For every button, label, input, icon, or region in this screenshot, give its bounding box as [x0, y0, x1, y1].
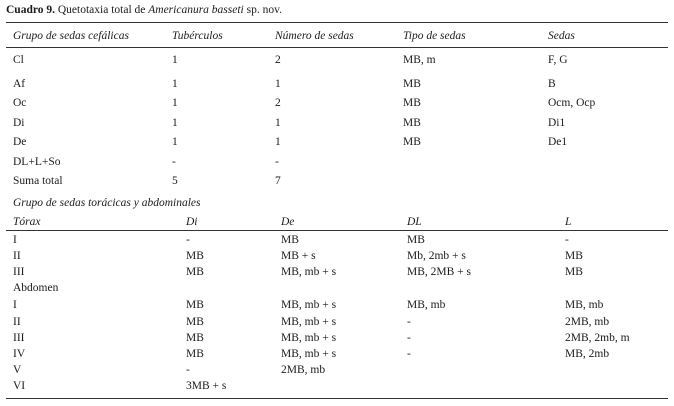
- header-rule: [6, 47, 668, 48]
- top-rule: [6, 22, 668, 23]
- cell-tipo: MB: [403, 117, 421, 129]
- cell-numero: 1: [275, 78, 281, 90]
- cell-de: MB, mb + s: [281, 316, 337, 328]
- cell-segment: I: [13, 299, 17, 311]
- cell-group: Di: [13, 117, 25, 129]
- cell-l: MB, mb: [565, 299, 604, 311]
- header-tuberculos: Tubérculos: [172, 30, 223, 42]
- cell-sedas: Di1: [548, 117, 566, 129]
- cell-di: MB: [186, 316, 204, 328]
- cell-dl: Mb, 2mb + s: [407, 250, 466, 262]
- cell-di: MB: [186, 332, 204, 344]
- cell-tuberculos: 5: [172, 175, 178, 187]
- cell-de: MB: [281, 234, 299, 246]
- cell-di: MB: [186, 250, 204, 262]
- cell-tipo: MB: [403, 97, 421, 109]
- cell-dl: MB: [407, 234, 425, 246]
- cell-group: De: [13, 136, 27, 148]
- cell-di: -: [186, 234, 190, 246]
- section-title: Grupo de sedas torácicas y abdominales: [13, 197, 201, 209]
- caption-species: Americanura basseti: [148, 4, 244, 16]
- cell-di: 3MB + s: [186, 380, 227, 392]
- cell-dl: -: [407, 332, 411, 344]
- cell-l: -: [565, 234, 569, 246]
- cell-dl: MB, mb: [407, 299, 446, 311]
- cell-tipo: MB, m: [403, 54, 436, 66]
- cell-sedas: F, G: [548, 54, 568, 66]
- header-di: Di: [186, 216, 198, 228]
- cell-tuberculos: 1: [172, 97, 178, 109]
- cell-segment: V: [13, 364, 22, 376]
- cell-l: MB, 2mb: [565, 348, 610, 360]
- header-grupo-cefalicas: Grupo de sedas cefálicas: [13, 30, 129, 42]
- caption-text: Quetotaxia total de: [55, 4, 149, 16]
- cell-sedas: B: [548, 78, 556, 90]
- cell-de: MB, mb + s: [281, 348, 337, 360]
- section-header-rule: [6, 230, 668, 231]
- caption-label: Cuadro 9.: [6, 4, 55, 16]
- cell-l: MB: [565, 266, 583, 278]
- header-torax: Tórax: [13, 216, 41, 228]
- cell-de: MB + s: [281, 250, 316, 262]
- cell-numero: -: [275, 156, 279, 168]
- caption-text-end: sp. nov.: [243, 4, 282, 16]
- cell-tuberculos: -: [172, 156, 176, 168]
- cell-tuberculos: 1: [172, 78, 178, 90]
- cell-segment: IV: [13, 348, 26, 360]
- cell-de: MB, mb + s: [281, 332, 337, 344]
- cell-numero: 7: [275, 175, 281, 187]
- cell-tipo: MB: [403, 136, 421, 148]
- cell-numero: 2: [275, 97, 281, 109]
- cell-dl: -: [407, 348, 411, 360]
- header-de: De: [281, 216, 295, 228]
- cell-dl: MB, 2MB + s: [407, 266, 472, 278]
- cell-tuberculos: 1: [172, 54, 178, 66]
- cell-numero: 1: [275, 117, 281, 129]
- cell-sedas: De1: [548, 136, 568, 148]
- header-l: L: [565, 216, 572, 228]
- cell-group: Suma total: [13, 175, 63, 187]
- cell-numero: 2: [275, 54, 281, 66]
- header-sedas: Sedas: [548, 30, 575, 42]
- cell-segment: III: [13, 266, 25, 278]
- cell-l: 2MB, mb: [565, 316, 610, 328]
- table-caption: [6, 5, 282, 17]
- cell-group: Af: [13, 78, 26, 90]
- cell-sedas: Ocm, Ocp: [548, 97, 596, 109]
- cell-de: MB, mb + s: [281, 266, 337, 278]
- cell-numero: 1: [275, 136, 281, 148]
- cell-di: -: [186, 364, 190, 376]
- cell-segment: II: [13, 250, 21, 262]
- cell-di: MB: [186, 348, 204, 360]
- bottom-rule: [6, 398, 668, 399]
- cell-segment: III: [13, 332, 25, 344]
- cell-segment: VI: [13, 380, 26, 392]
- cell-l: MB: [565, 250, 583, 262]
- cell-l: 2MB, 2mb, m: [565, 332, 630, 344]
- header-numero-sedas: Número de sedas: [275, 30, 354, 42]
- cell-de: MB, mb + s: [281, 299, 337, 311]
- cell-dl: -: [407, 316, 411, 328]
- header-dl: DL: [407, 216, 422, 228]
- cell-group: DL+L+So: [13, 156, 61, 168]
- cell-segment: I: [13, 234, 17, 246]
- cell-de: 2MB, mb: [281, 364, 326, 376]
- cell-di: MB: [186, 266, 204, 278]
- header-tipo-sedas: Tipo de sedas: [403, 30, 466, 42]
- cell-tipo: MB: [403, 78, 421, 90]
- cell-group: Cl: [13, 54, 24, 66]
- cell-di: MB: [186, 299, 204, 311]
- cell-tuberculos: 1: [172, 117, 178, 129]
- cell-group: Oc: [13, 97, 27, 109]
- abdomen-label: Abdomen: [13, 282, 59, 294]
- cell-tuberculos: 1: [172, 136, 178, 148]
- cell-segment: II: [13, 316, 21, 328]
